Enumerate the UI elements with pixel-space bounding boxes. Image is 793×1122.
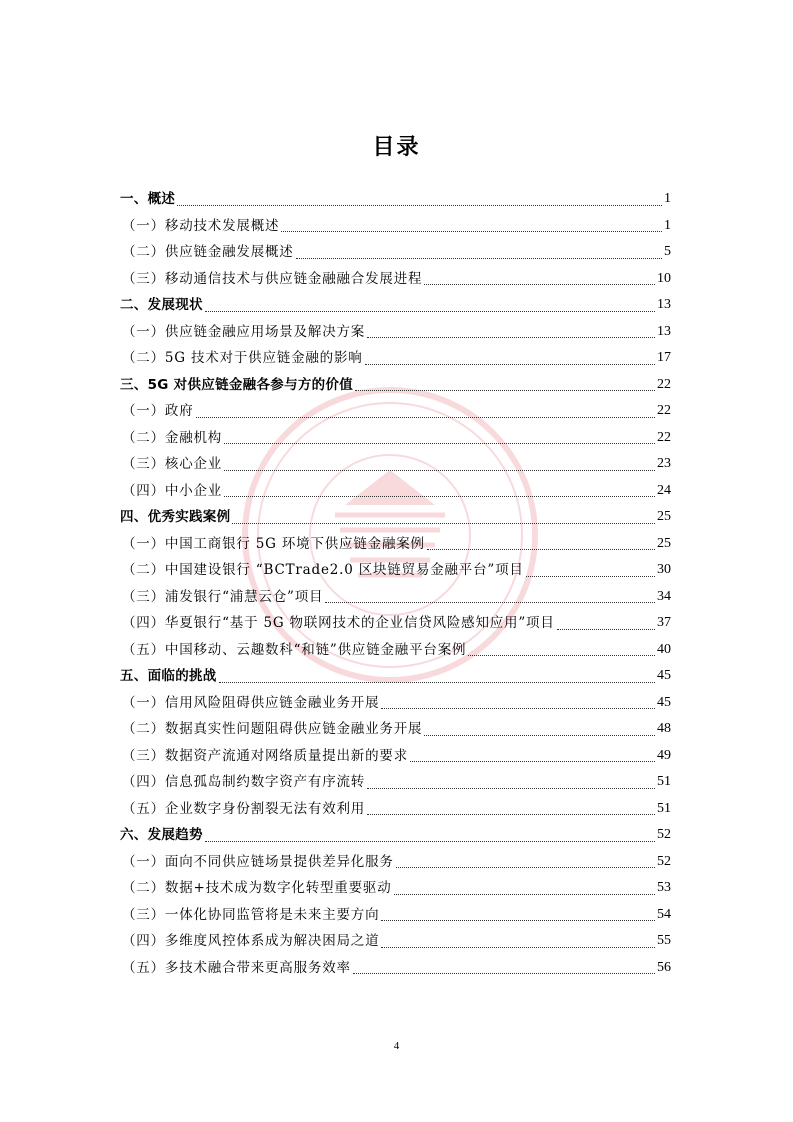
toc-entry-page: 49 <box>657 747 671 763</box>
toc-entry-page: 25 <box>657 535 671 551</box>
dot-leader <box>365 364 655 365</box>
dot-leader <box>325 602 655 603</box>
toc-entry-text: （五）中国移动、云趣数科“和链”供应链金融平台案例 <box>122 641 467 658</box>
toc-entry-page: 24 <box>657 482 671 498</box>
toc-entry-page: 34 <box>657 588 671 604</box>
toc-entry-page: 22 <box>657 403 671 418</box>
toc-entry-text: （二）供应链金融发展概述 <box>122 244 294 260</box>
toc-entry-page: 37 <box>657 615 671 630</box>
dot-leader <box>205 841 655 842</box>
toc-entry-page: 10 <box>657 270 671 286</box>
toc-entry[interactable] <box>120 610 671 637</box>
toc-entry-page: 17 <box>657 350 671 365</box>
toc-entry[interactable] <box>120 451 671 478</box>
toc-entry-text: （三）移动通信技术与供应链金融融合发展进程 <box>122 270 423 287</box>
toc-entry-text: （一）中国工商银行 5G 环境下供应链金融案例 <box>122 535 425 552</box>
toc-entry-text: （三）核心企业 <box>122 456 223 472</box>
toc-entry[interactable] <box>120 398 671 425</box>
toc-entry-text: 二、发展现状 <box>120 297 203 313</box>
toc-entry[interactable] <box>120 319 671 346</box>
toc-entry[interactable] <box>120 186 671 213</box>
toc-entry[interactable] <box>120 743 671 770</box>
dot-leader <box>353 973 655 974</box>
toc-entry[interactable] <box>120 663 671 690</box>
toc-entry-page: 1 <box>664 191 671 206</box>
toc-entry[interactable] <box>120 796 671 823</box>
dot-leader <box>177 205 662 206</box>
toc-entry[interactable] <box>120 266 671 293</box>
dot-leader <box>381 708 655 709</box>
page-title: 目录 <box>372 135 421 160</box>
dot-leader <box>468 655 655 656</box>
toc-entry-page: 52 <box>657 827 671 842</box>
toc-entry-page: 13 <box>657 323 671 339</box>
dot-leader <box>296 258 662 259</box>
toc-entry-text: （二）数据+技术成为数字化转型重要驱动 <box>122 880 392 896</box>
toc-entry[interactable] <box>120 902 671 929</box>
dot-leader <box>367 788 655 789</box>
toc-entry-text: （三）数据资产流通对网络质量提出新的要求 <box>122 747 408 764</box>
toc-entry[interactable] <box>120 213 671 240</box>
toc-entry-page: 25 <box>657 509 671 524</box>
toc-entry-text: 五、面临的挑战 <box>120 668 217 684</box>
dot-leader <box>526 576 655 577</box>
dot-leader <box>381 947 655 948</box>
toc-entry-text: （三）浦发银行“浦慧云仓”项目 <box>122 588 324 605</box>
toc-entry-text: （四）信息孤岛制约数字资产有序流转 <box>122 774 366 790</box>
dot-leader <box>224 470 655 471</box>
dot-leader <box>367 337 655 338</box>
toc-entry[interactable] <box>120 955 671 982</box>
toc-entry[interactable] <box>120 875 671 902</box>
toc-entry-text: （二）中国建设银行 “BCTrade2.0 区块链贸易金融平台”项目 <box>122 562 524 578</box>
toc-entry[interactable] <box>120 849 671 876</box>
toc-entry[interactable] <box>120 239 671 266</box>
toc-entry[interactable] <box>120 716 671 743</box>
toc-entry-text: （二）5G 技术对于供应链金融的影响 <box>122 350 363 366</box>
toc-entry-page: 13 <box>657 297 671 312</box>
dot-leader <box>219 682 655 683</box>
toc-entry-text: （五）多技术融合带来更高服务效率 <box>122 959 351 976</box>
toc-entry-page: 23 <box>657 456 671 471</box>
toc-entry[interactable] <box>120 769 671 796</box>
dot-leader <box>381 920 655 921</box>
dot-leader <box>557 629 655 630</box>
dot-leader <box>232 523 655 524</box>
toc-entry[interactable] <box>120 345 671 372</box>
toc-entry-text: 一、概述 <box>120 191 176 207</box>
toc-entry[interactable] <box>120 531 671 558</box>
toc-entry-text: 三、5G 对供应链金融各参与方的价值 <box>120 376 354 393</box>
toc-entry-text: （一）政府 <box>122 403 194 419</box>
toc-entry-page: 5 <box>664 244 671 259</box>
toc-entry-text: 六、发展趋势 <box>120 827 203 843</box>
toc-entry[interactable] <box>120 372 671 399</box>
toc-entry-page: 45 <box>657 668 671 683</box>
toc-entry[interactable] <box>120 584 671 611</box>
dot-leader <box>224 496 655 497</box>
dot-leader <box>355 390 655 391</box>
toc-entry-page: 40 <box>657 641 671 657</box>
dot-leader <box>410 761 655 762</box>
dot-leader <box>205 311 655 312</box>
toc-entry-page: 22 <box>657 376 671 392</box>
toc-entry[interactable] <box>120 557 671 584</box>
toc-entry[interactable] <box>120 822 671 849</box>
toc-entry-page: 48 <box>657 721 671 736</box>
toc-entry-page: 45 <box>657 694 671 710</box>
toc-entry-text: （一）面向不同供应链场景提供差异化服务 <box>122 853 394 870</box>
dot-leader <box>394 894 655 895</box>
dot-leader <box>367 814 655 815</box>
dot-leader <box>424 284 655 285</box>
toc-entry-page: 52 <box>657 853 671 869</box>
dot-leader <box>224 443 655 444</box>
toc-entry-text: （二）金融机构 <box>122 429 223 446</box>
toc-entry-page: 54 <box>657 906 671 922</box>
toc-entry-text: （二）数据真实性问题阻碍供应链金融业务开展 <box>122 721 423 737</box>
toc-entry-page: 51 <box>657 774 671 789</box>
toc-entry[interactable] <box>120 637 671 664</box>
toc-entry-page: 56 <box>657 959 671 975</box>
toc-entry[interactable] <box>120 928 671 955</box>
dot-leader <box>427 549 655 550</box>
toc-entry-text: （五）企业数字身份割裂无法有效利用 <box>122 800 366 817</box>
toc-entry-page: 51 <box>657 800 671 816</box>
toc-entry-text: （三）一体化协同监管将是未来主要方向 <box>122 906 380 923</box>
dot-leader <box>424 735 655 736</box>
toc-entry-text: （四）华夏银行“基于 5G 物联网技术的企业信贷风险感知应用”项目 <box>122 615 555 631</box>
toc-entry-page: 30 <box>657 562 671 577</box>
toc-entry-text: （一）移动技术发展概述 <box>122 217 280 234</box>
page-number: 4 <box>393 1040 400 1052</box>
toc-entry[interactable] <box>120 425 671 452</box>
toc-entry-text: （一）供应链金融应用场景及解决方案 <box>122 323 366 340</box>
toc-entry-page: 53 <box>657 880 671 895</box>
toc-entry-page: 22 <box>657 429 671 445</box>
toc-entry-text: 四、优秀实践案例 <box>120 509 231 525</box>
toc-entry-text: （一）信用风险阻碍供应链金融业务开展 <box>122 694 380 711</box>
toc-entry[interactable] <box>120 478 671 505</box>
toc-entry[interactable] <box>120 690 671 717</box>
dot-leader <box>396 867 655 868</box>
toc-entry-page: 1 <box>664 217 671 233</box>
toc-entry-page: 55 <box>657 933 671 948</box>
toc-entry-text: （四）中小企业 <box>122 482 223 499</box>
dot-leader <box>281 231 662 232</box>
table-of-contents <box>120 186 671 981</box>
toc-entry[interactable] <box>120 504 671 531</box>
toc-entry[interactable] <box>120 292 671 319</box>
toc-entry-text: （四）多维度风控体系成为解决困局之道 <box>122 933 380 949</box>
dot-leader <box>196 417 656 418</box>
